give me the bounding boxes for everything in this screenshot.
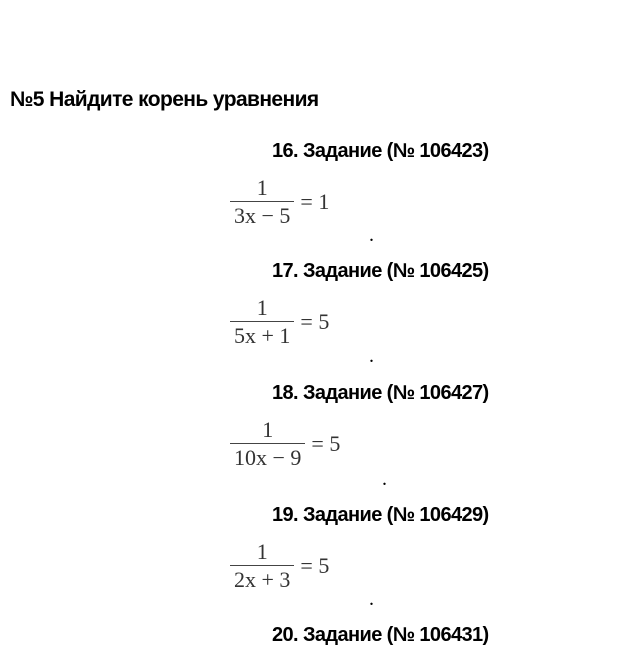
- denominator: 2x + 3: [230, 565, 294, 592]
- right-hand-side: = 1: [300, 189, 330, 214]
- equation-dot: .: [369, 345, 374, 367]
- task-title: 17. Задание (№ 106425): [272, 260, 489, 282]
- numerator: 1: [256, 295, 268, 320]
- denominator: 10x − 9: [230, 443, 305, 470]
- denominator: 5x + 1: [230, 321, 294, 348]
- equation-dot: .: [369, 588, 374, 610]
- fraction: [230, 540, 294, 592]
- equation: [230, 176, 329, 228]
- denominator: 3x − 5: [230, 201, 294, 228]
- equation: [230, 296, 329, 348]
- right-hand-side: = 5: [300, 553, 330, 578]
- task-title: 20. Задание (№ 106431): [272, 624, 489, 646]
- numerator: 1: [256, 539, 268, 564]
- equation-dot: .: [369, 224, 374, 246]
- task-title: 18. Задание (№ 106427): [272, 382, 489, 404]
- fraction: [230, 296, 294, 348]
- right-hand-side: = 5: [300, 309, 330, 334]
- document-heading: №5 Найдите корень уравнения: [10, 88, 319, 111]
- equation-dot: .: [382, 468, 387, 490]
- task-title: 16. Задание (№ 106423): [272, 140, 489, 162]
- equation: [230, 418, 340, 470]
- numerator: 1: [256, 175, 268, 200]
- numerator: 1: [262, 417, 274, 442]
- task-title: 19. Задание (№ 106429): [272, 504, 489, 526]
- equation: [230, 540, 329, 592]
- fraction: [230, 418, 305, 470]
- right-hand-side: = 5: [311, 431, 341, 456]
- fraction: [230, 176, 294, 228]
